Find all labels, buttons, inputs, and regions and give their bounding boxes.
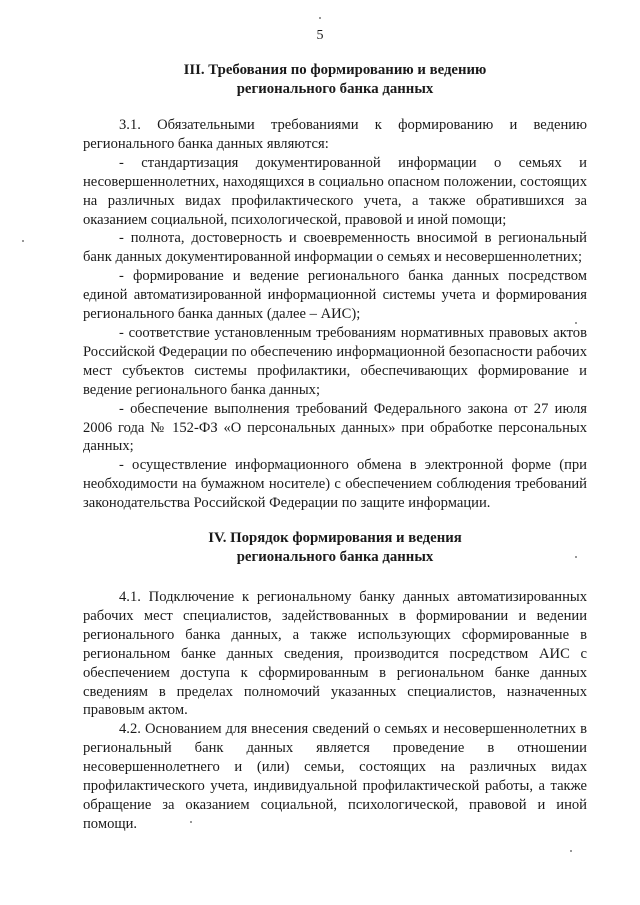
section-3-heading [83,61,587,98]
scan-speck [190,821,192,823]
section-4-heading [83,529,587,566]
section-3-title-line-1: III. Требования по формированию и ведению [183,62,487,78]
section-4-title-line-2: регионального банка данных [236,548,434,565]
requirement-item-6: - осуществление информационного обмена в электронной форме (при необходимости на бумажном носителе) с обеспечением соблюдения требований законодательства Российской Федерации по защите информации. [83,457,587,512]
requirement-item-5: - обеспечение выполнения требований Федерального закона от 27 июля 2006 года № 152-ФЗ «О персональных данных» при обработке персональных данных; [83,400,587,455]
document-body [83,61,587,834]
requirement-item-1: - стандартизация документированной информации о семьях и несовершеннолетних, находящихся в социально опасном положении, состоящих на различных видах профилактического учета, а также обратившихся за оказанием социальной, психологической, правовой и иной помощи; [83,154,587,228]
scan-speck [22,240,24,242]
section-3-intro: 3.1. Обязательными требованиями к формированию и ведению регионального банка данных являются: [83,117,587,152]
paragraph-4-2: 4.2. Основанием для внесения сведений о семьях и несовершеннолетних в региональный банк данных является проведение в отношении несовершеннолетнего и (или) семьи, состоящих на различных видах профилактического учета, индивидуальной профилактической работы, а также обращение за оказанием социальной, психологической, правовой и иной помощи. [83,721,587,832]
section-4-title-line-1: IV. Порядок формирования и ведения [208,530,462,547]
requirement-item-3: - формирование и ведение регионального банка данных посредством единой автоматизированной информационной системы учета и формирования регионального банка данных (далее – АИС); [83,268,587,323]
scan-speck [570,850,572,852]
section-3-title-line-2: регионального банка данных [236,80,434,97]
requirement-item-2: - полнота, достоверность и своевременность вносимой в региональный банк данных документированной информации о семьях и несовершеннолетних; [83,230,587,266]
scan-speck [319,17,321,19]
scan-speck [575,556,577,558]
paragraph-4-1: 4.1. Подключение к региональному банку данных автоматизированных рабочих мест специалистов, задействованных в формировании и ведении регионального банка данных, а также использующих сформированные в региональном банке данных сведения, производится посредством АИС с обеспечением доступа к сформированным в региональном банке данных сведениям в пределах полномочий указанных специалистов, назначенных правовым актом. [83,589,587,719]
page-number: 5 [316,28,324,43]
requirement-item-4: - соответствие установленным требованиям нормативных правовых актов Российской Федерации по обеспечению информационной безопасности рабочих мест субъектов системы профилактики, обеспечивающих формирование и ведение регионального банка данных; [83,324,587,398]
scan-speck [575,322,577,324]
